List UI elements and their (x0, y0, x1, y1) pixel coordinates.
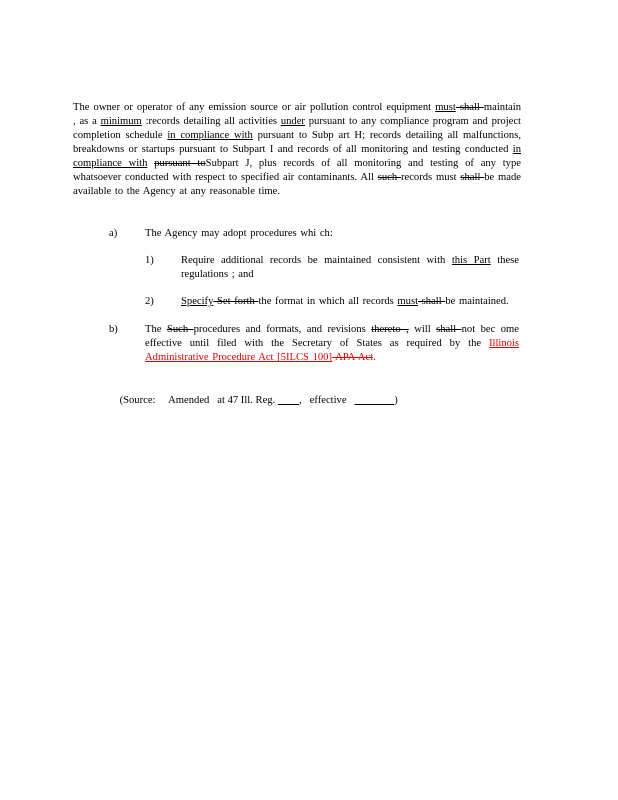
source-note: (Source: Amended at 47 Ill. Reg. , effective ) (119, 395, 398, 406)
item-a-label: a) (109, 228, 118, 239)
intro-paragraph: The owner or operator of any emission source or air pollution control equipment must shall maintain , as a minimum :records detailing all activities under pursuant to any compliance program and project completion schedule in compliance with pursuant to Subp art H; records detailing all malfunctions, breakdowns or startups pursuant to Subpart I and records of all monitoring and testing conducted in compliance with pursuant toSubpart J, plus records of all monitoring and testing of any type whatsoever conducted with respect to specified air contaminants. All such records must shall be made available to the Agency at any reasonable time. (73, 102, 522, 197)
item-a-text: The Agency may adopt procedures whi ch: (145, 228, 333, 239)
item-a2-label: 2) (145, 296, 154, 307)
item-b-label: b) (109, 324, 118, 335)
item-a1-text: Require additional records be maintained consistent with this Part these regulations ; and (181, 255, 519, 280)
item-a1-label: 1) (145, 255, 154, 266)
item-a2-text: Specify Set forth the format in which all records must shall be maintained. (181, 296, 509, 307)
item-b-text: The Such procedures and formats, and revisions thereto , will shall not bec ome effective until filed with the Secretary of States as required by the Illinois Administrative Procedure Act [5ILCS 100] APA Act. (145, 324, 519, 363)
